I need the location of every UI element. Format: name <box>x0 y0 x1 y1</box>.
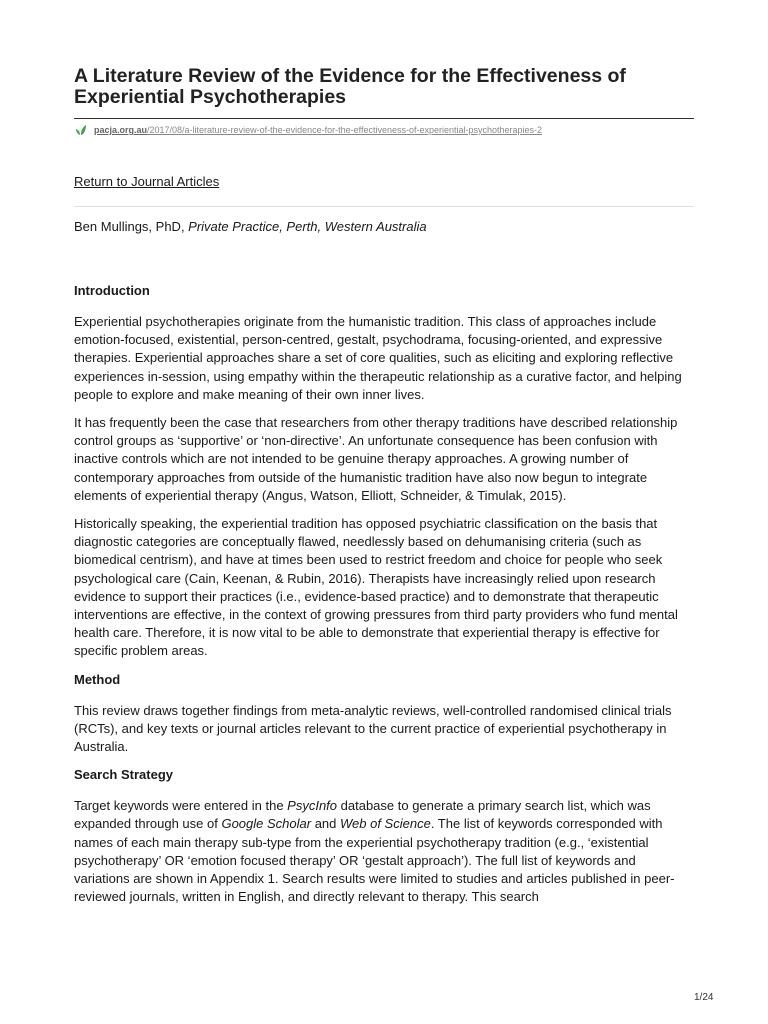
return-to-journal-articles-link[interactable]: Return to Journal Articles <box>74 174 220 189</box>
introduction-paragraph-1: Experiential psychotherapies originate from the humanistic tradition. This class of approaches include emotion-focused, existential, person-centred, gestalt, psychodrama, focusing-oriented, and expressive therapies. Experiential approaches share a set of core qualities, such as eliciting and exploring reflective experiences in-session, using empathy within the therapeutic relationship as a curative factor, and helping people to explore and make meaning of their own inner lives. <box>74 314 682 402</box>
search-strategy-heading: Search Strategy <box>74 767 173 783</box>
method-paragraph: This review draws together findings from meta-analytic reviews, well-controlled randomised clinical trials (RCTs), and key texts or journal articles relevant to the current practice of experiential psychotherapy in Australia. <box>74 702 672 755</box>
page-title: A Literature Review of the Evidence for the Effectiveness of Experiential Psychotherapies <box>74 65 626 108</box>
introduction-paragraph-3: Historically speaking, the experiential tradition has opposed psychiatric classification on the basis that diagnostic categories are conceptually flawed, needlessly based on dehumanising criteria (such as biomedical centrism), and have at times been used to restrict freedom and choice for people who seek psychological care (Cain, Keenan, & Rubin, 2016). Therapists have increasingly relied upon research evidence to support their practices (i.e., evidence-based practice) and to demonstrate that therapeutic interventions are effective, in the context of growing pressures from third party providers who fund mental health care. Therefore, it is now vital to be able to demonstrate that experiential therapy is effective for specific problem areas. <box>74 516 678 659</box>
article-body <box>74 282 694 916</box>
introduction-paragraph-2: It has frequently been the case that researchers from other therapy traditions have described relationship control groups as ‘supportive’ or ‘non-directive’. An unfortunate consequence has been confusion with inactive controls which are not intended to be genuine therapy approaches. A growing number of contemporary approaches from outside of the humanistic tradition have also now begun to integrate elements of experiential therapy (Angus, Watson, Elliott, Schneider, & Timulak, 2015). <box>74 415 678 503</box>
source-url[interactable] <box>74 123 694 137</box>
google-scholar-term: Google Scholar <box>221 816 312 832</box>
search-strategy-paragraph: Target keywords were entered in the PsycInfo database to generate a primary search list, which was expanded through use of Google Scholar and Web of Science. The list of keywords corresponded with names of each main therapy sub-type from the experiential psychotherapy tradition (e.g., ‘existential psychotherapy’ OR ‘emotion focused therapy’ OR ‘gestalt approach’). The full list of keywords and variations are shown in Appendix 1. Search results were limited to studies and articles published in peer-reviewed journals, written in English, and directly relevant to therapy. This search <box>74 798 675 905</box>
section-divider <box>74 206 694 207</box>
method-heading: Method <box>74 671 121 687</box>
web-of-science-term: Web of Science <box>340 816 431 832</box>
author-affiliation: Private Practice, Perth, Western Australia <box>188 219 427 234</box>
source-path[interactable]: /2017/08/a-literature-review-of-the-evidence-for-the-effectiveness-of-experiential-psychotherapies-2 <box>147 125 543 135</box>
verified-leaf-icon <box>74 123 88 137</box>
author-line <box>74 219 427 234</box>
author-name: Ben Mullings, PhD, <box>74 219 189 234</box>
psycinfo-term: PsycInfo <box>287 798 338 814</box>
introduction-heading: Introduction <box>74 283 150 298</box>
title-divider <box>74 118 694 119</box>
source-domain[interactable]: pacja.org.au <box>94 125 148 135</box>
page-number: 1/24 <box>694 992 714 1003</box>
